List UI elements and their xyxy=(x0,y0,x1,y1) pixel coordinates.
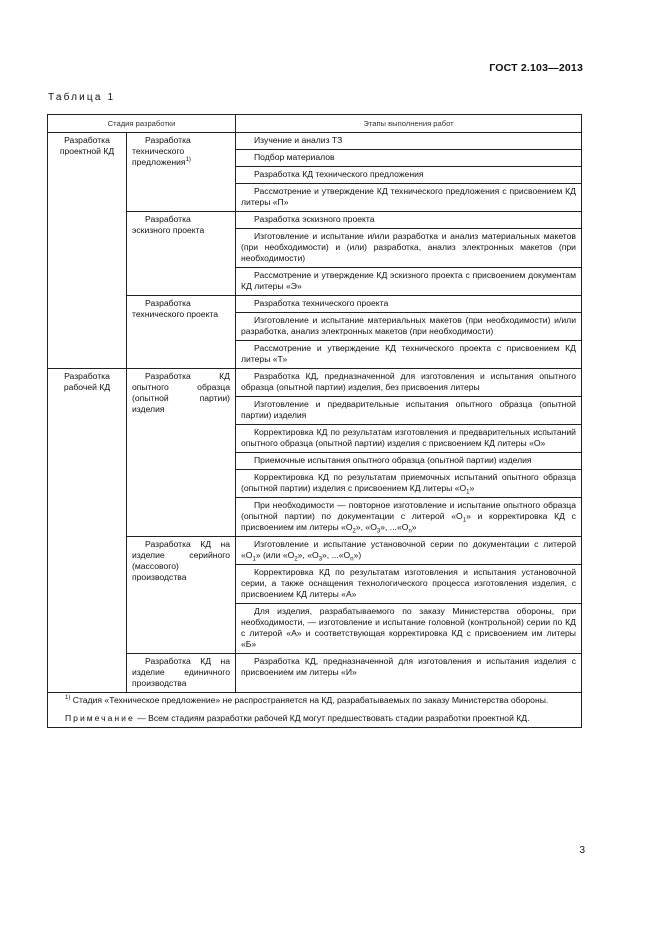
step-cell: Рассмотрение и утверждение КД технического предложения с присвоением КД литеры «П» xyxy=(236,184,582,212)
step-text: Корректировка КД по результатам приемочных испытаний опытного образца (опытной партии) изделия с присвоением КД литеры «О xyxy=(241,472,576,493)
step-text: », «О xyxy=(355,522,377,532)
step-cell: Приемочные испытания опытного образца (опытной партии) изделия xyxy=(236,453,582,470)
litera-index: 2 xyxy=(294,556,298,563)
footnote xyxy=(53,695,576,707)
step-cell: Корректировка КД по результатам изготовления и испытания установочной серии, а также оснащения технологического процесса изготовления изделия, с присвоением КД литеры «А» xyxy=(236,565,582,604)
table-row xyxy=(48,212,582,229)
table-row xyxy=(48,654,582,693)
step-cell: Изучение и анализ ТЗ xyxy=(236,133,582,150)
litera-index: 1 xyxy=(252,556,256,563)
step-text: ») xyxy=(353,550,362,560)
substage-technical-proposal xyxy=(127,133,236,212)
litera-index: 3 xyxy=(318,556,323,563)
substage-technical-design: Разработка технического проекта xyxy=(127,296,236,369)
footnote-text: Стадия «Техническое предложение» не распространяется на КД, разрабатываемых по заказу Министерства обороны. xyxy=(72,695,549,705)
step-cell: Разработка КД технического предложения xyxy=(236,167,582,184)
footnote-marker: 1) xyxy=(65,695,71,702)
litera-index: n xyxy=(350,556,354,563)
table-row xyxy=(48,537,582,565)
litera-index: 2 xyxy=(352,528,356,535)
page-number: 3 xyxy=(579,845,585,856)
step-cell: Разработка эскизного проекта xyxy=(236,212,582,229)
step-text: Изготовление и испытание установочной серии по документации с литерой «О xyxy=(241,539,576,560)
step-cell: Для изделия, разрабатываемого по заказу Министерства обороны, при необходимости, — изготовление и испытание головной (контрольной) серии по КД с литерой «А» и соответствующая корректировка КД с присвоением им литеры «Б» xyxy=(236,604,582,654)
step-cell: Рассмотрение и утверждение КД эскизного проекта с присвоением документам КД литеры «Э» xyxy=(236,268,582,296)
step-text-end: » xyxy=(469,483,475,493)
table-row xyxy=(48,369,582,397)
footnote-ref: 1) xyxy=(185,157,191,164)
step-text: При необходимости — повторное изготовление и испытание опытного образца (опытной партии) по документации с литерой «О xyxy=(241,500,576,521)
step-text: » (или «О xyxy=(255,550,295,560)
step-cell: Разработка КД, предназначенной для изготовления и испытания опытного образца (опытной партии) изделия, без присвоения литеры xyxy=(236,369,582,397)
development-stages-table xyxy=(47,114,582,728)
note-text: — Всем стадиям разработки рабочей КД могут предшествовать стадии разработки проектной КД. xyxy=(137,712,530,723)
step-cell: Рассмотрение и утверждение КД технического проекта с присвоением КД литеры «Т» xyxy=(236,341,582,369)
litera-index: 3 xyxy=(376,528,381,535)
step-text: », ...«О xyxy=(322,550,351,560)
table-row xyxy=(48,133,582,150)
stage-design-docs: Разработка проектной КД xyxy=(48,133,127,369)
table-header-row xyxy=(48,115,582,133)
substage-serial-production: Разработка КД на изделие серийного (массового) производства xyxy=(127,537,236,654)
litera-index: 1 xyxy=(466,489,470,496)
table-footnotes xyxy=(48,693,582,728)
header-steps: Этапы выполнения работ xyxy=(236,115,582,133)
step-cell: Изготовление и предварительные испытания опытного образца (опытной партии) изделия xyxy=(236,397,582,425)
litera-index: n xyxy=(408,528,412,535)
step-cell: Изготовление и испытание и/или разработка и анализ материальных макетов (при необходимости) и (или) разработка, анализ электронных макетов (при необходимости) xyxy=(236,229,582,268)
substage-single-production: Разработка КД на изделие единичного производства xyxy=(127,654,236,693)
substage-prototype: Разработка КД опытного образца (опытной партии) изделия xyxy=(127,369,236,537)
step-cell xyxy=(236,498,582,537)
step-text: » xyxy=(411,522,417,532)
table-note xyxy=(53,713,576,725)
litera-index: 1 xyxy=(462,517,467,524)
step-cell xyxy=(236,470,582,498)
step-cell: Разработка технического проекта xyxy=(236,296,582,313)
substage-draft-design: Разработка эскизного проекта xyxy=(127,212,236,296)
substage-label: Разработка технического предложения xyxy=(132,135,191,167)
stage-working-docs: Разработка рабочей КД xyxy=(48,369,127,693)
note-label: Примечание xyxy=(65,712,135,723)
document-code: ГОСТ 2.103—2013 xyxy=(489,62,583,74)
table-title: Таблица 1 xyxy=(48,92,116,103)
step-cell: Изготовление и испытание материальных макетов (при необходимости) и/или разработка, анализ электронных макетов (при необходимости) xyxy=(236,313,582,341)
step-cell: Корректировка КД по результатам изготовления и предварительных испытаний опытного образца (опытной партии) изделия с присвоением КД литеры «О» xyxy=(236,425,582,453)
step-text: » и корректировка КД с присвоением им литеры «О xyxy=(241,511,576,532)
step-text: », «О xyxy=(297,550,319,560)
header-stage: Стадия разработки xyxy=(48,115,236,133)
step-cell: Подбор материалов xyxy=(236,150,582,167)
step-cell xyxy=(236,537,582,565)
footnote-row xyxy=(48,693,582,728)
step-cell: Разработка КД, предназначенной для изготовления и испытания изделия с присвоением им литеры «И» xyxy=(236,654,582,693)
table-row xyxy=(48,296,582,313)
step-text: », ...«О xyxy=(380,522,409,532)
